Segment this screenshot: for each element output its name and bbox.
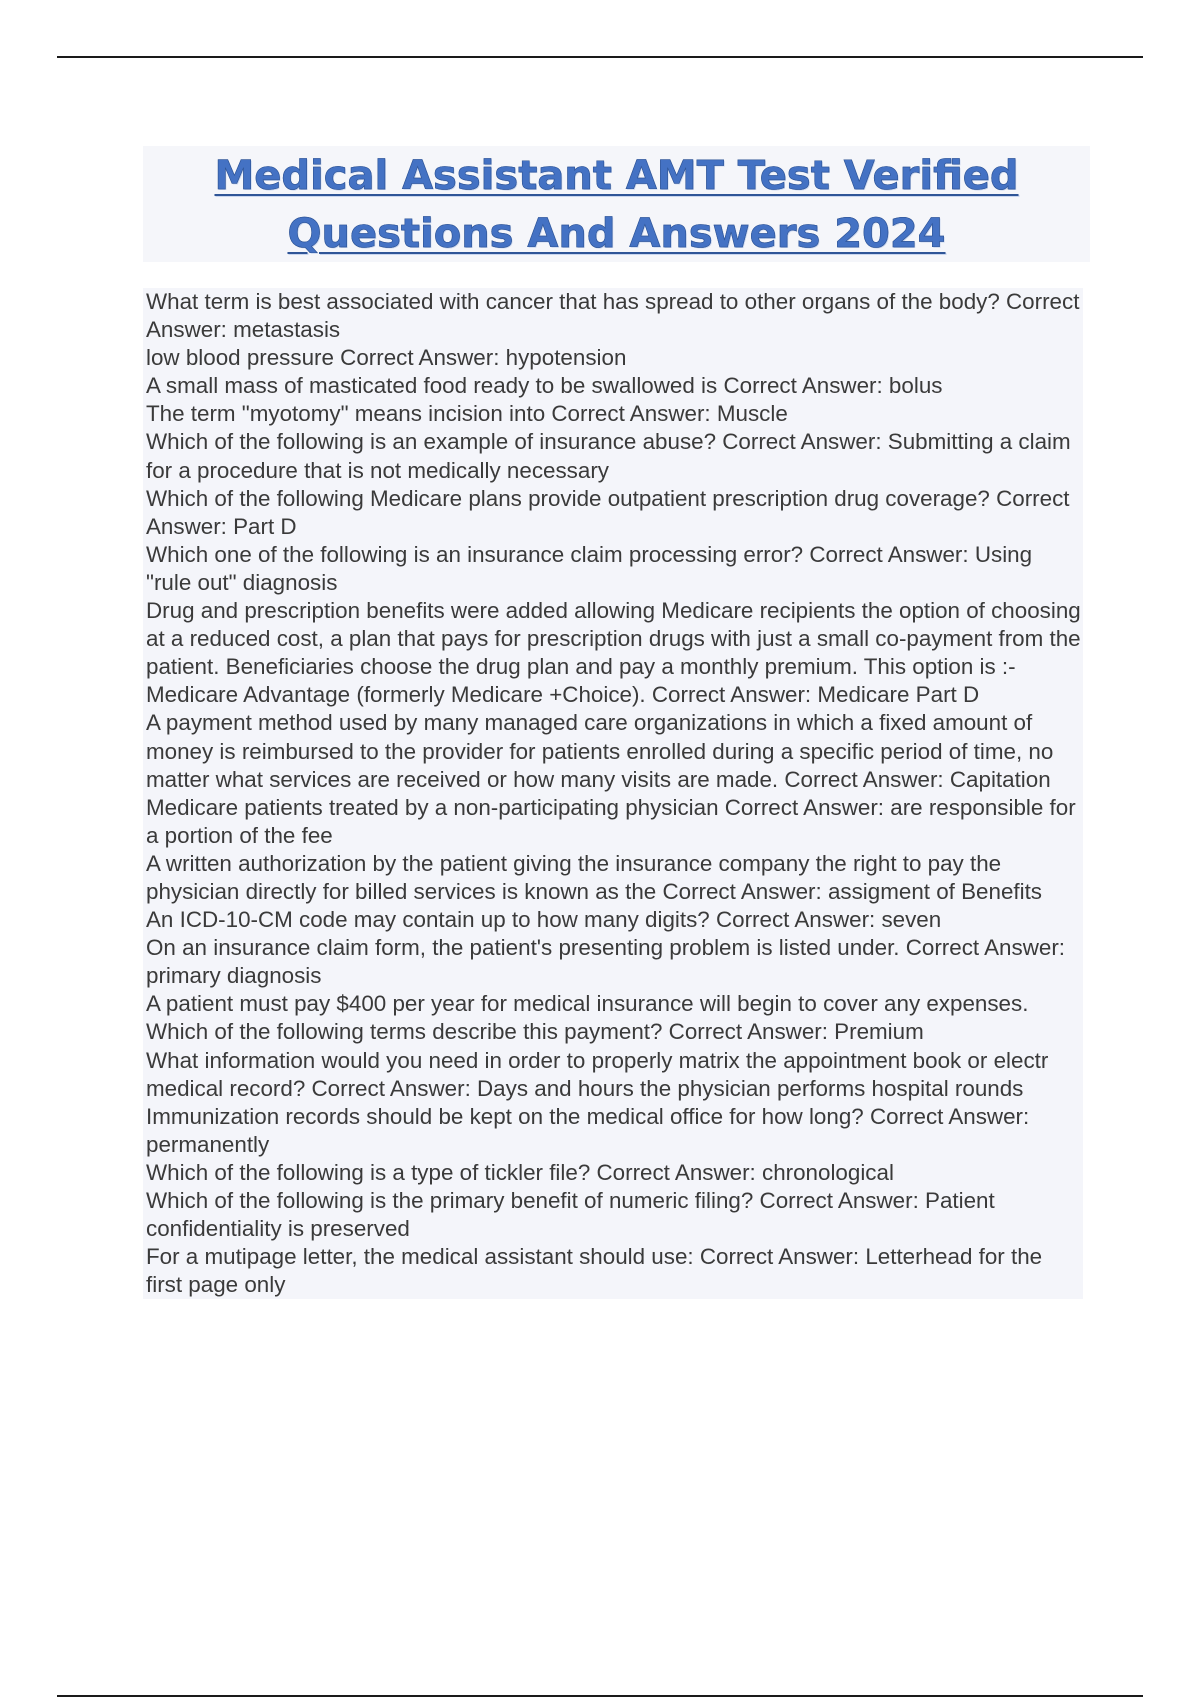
- qa-item-16: Immunization records should be kept on the medical office for how long? Correct Answer: permanently: [143, 1103, 1083, 1159]
- qa-item-13: On an insurance claim form, the patient's presenting problem is listed under. Correct Answer: primary diagnosis: [143, 934, 1083, 990]
- qa-item-14: A patient must pay $400 per year for medical insurance will begin to cover any expenses. Which of the following terms describe this payment? Correct Answer: Premium: [143, 990, 1083, 1046]
- qa-item-12: An ICD-10-CM code may contain up to how many digits? Correct Answer: seven: [143, 906, 1083, 934]
- qa-item-9: A payment method used by many managed care organizations in which a fixed amount of money is reimbursed to the provider for patients enrolled during a specific period of time, no matter what services are received or how many visits are made. Correct Answer: Capitation: [143, 709, 1083, 793]
- title-line-2: Questions And Answers 2024: [287, 211, 946, 257]
- qa-item-15: What information would you need in order to properly matrix the appointment book or electr medical record? Correct Answer: Days and hours the physician performs hospital rounds: [143, 1047, 1083, 1103]
- qa-item-17: Which of the following is a type of tickler file? Correct Answer: chronological: [143, 1159, 1083, 1187]
- qa-item-6: Which of the following Medicare plans provide outpatient prescription drug coverage? Correct Answer: Part D: [143, 485, 1083, 541]
- qa-item-18: Which of the following is the primary benefit of numeric filing? Correct Answer: Patient confidentiality is preserved: [143, 1187, 1083, 1243]
- qa-item-10: Medicare patients treated by a non-participating physician Correct Answer: are responsible for a portion of the fee: [143, 794, 1083, 850]
- qa-item-7: Which one of the following is an insurance claim processing error? Correct Answer: Using "rule out" diagnosis: [143, 541, 1083, 597]
- qa-item-3: A small mass of masticated food ready to be swallowed is Correct Answer: bolus: [143, 372, 1083, 400]
- qa-item-4: The term "myotomy" means incision into Correct Answer: Muscle: [143, 400, 1083, 428]
- qa-item-5: Which of the following is an example of insurance abuse? Correct Answer: Submitting a claim for a procedure that is not medically necessary: [143, 428, 1083, 484]
- qa-item-19: For a mutipage letter, the medical assistant should use: Correct Answer: Letterhead for the first page only: [143, 1243, 1083, 1299]
- qa-item-8: Drug and prescription benefits were added allowing Medicare recipients the option of choosing at a reduced cost, a plan that pays for prescription drugs with just a small co-payment from the patient. Beneficiaries choose the drug plan and pay a monthly premium. This option is :- Medicare Advantage (formerly Medicare +Choice). Correct Answer: Medicare Part D: [143, 597, 1083, 709]
- document-title: [143, 146, 1090, 262]
- qa-item-2: low blood pressure Correct Answer: hypotension: [143, 344, 1083, 372]
- title-line-1: Medical Assistant AMT Test Verified: [214, 153, 1019, 199]
- qa-item-11: A written authorization by the patient giving the insurance company the right to pay the physician directly for billed services is known as the Correct Answer: assigment of Benefits: [143, 850, 1083, 906]
- qa-item-1: What term is best associated with cancer that has spread to other organs of the body? Correct Answer: metastasis: [143, 288, 1083, 344]
- qa-list: [143, 288, 1083, 1299]
- bottom-rule: [57, 1695, 1143, 1697]
- top-rule: [57, 56, 1143, 58]
